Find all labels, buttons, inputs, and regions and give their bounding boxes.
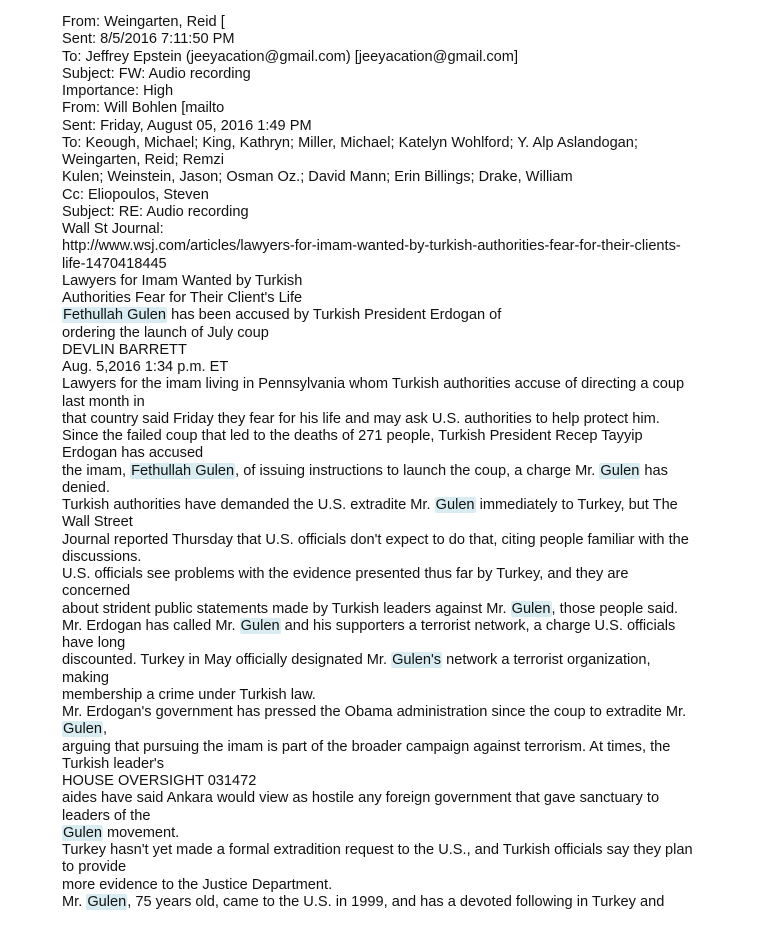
text-segment: membership a crime under Turkish law. — [62, 686, 316, 703]
text-segment: , those people said. — [551, 600, 679, 617]
text-line — [62, 894, 774, 911]
text-segment: Mr. Erdogan's government has pressed the Obama administration since the coup to extradite Mr. — [62, 704, 687, 720]
highlighted-name: Gulen — [600, 462, 640, 479]
text-line — [62, 773, 774, 790]
text-segment: From: Weingarten, Reid [ — [62, 14, 225, 30]
text-line — [62, 480, 774, 497]
text-line — [62, 238, 774, 255]
text-segment: DEVLIN BARRETT — [62, 341, 187, 358]
text-segment: HOUSE OVERSIGHT 031472 — [62, 773, 257, 789]
text-segment: Wall St Journal: — [62, 221, 164, 237]
text-line — [62, 549, 774, 566]
text-segment: have long — [62, 635, 126, 651]
text-line — [62, 394, 774, 411]
text-line — [62, 652, 774, 669]
highlighted-name: Fethullah Gulen — [131, 462, 235, 479]
text-segment: , of issuing instructions to launch the coup, a charge Mr. — [235, 462, 600, 479]
text-segment: Importance: High — [62, 83, 174, 99]
highlighted-name: Gulen — [87, 893, 127, 910]
text-line — [62, 342, 774, 359]
text-line — [62, 808, 774, 825]
highlighted-name: Fethullah Gulen — [63, 307, 167, 324]
highlighted-name: Gulen — [240, 617, 280, 634]
text-line — [62, 704, 774, 721]
text-segment: arguing that pursuing the imam is part of the broader campaign against terrorism. At times, the — [62, 738, 671, 755]
text-segment: immediately to Turkey, but The — [475, 497, 678, 513]
text-segment: aides have said Ankara would view as hostile any foreign government that gave sanctuary to — [62, 790, 660, 807]
text-line — [62, 273, 774, 290]
text-line — [62, 31, 774, 48]
text-segment: to provide — [62, 859, 127, 876]
text-segment: that country said Friday they fear for his life and may ask U.S. authorities to help protect him. — [62, 410, 660, 427]
text-line — [62, 635, 774, 652]
text-segment: and his supporters a terrorist network, a charge U.S. officials — [280, 617, 676, 634]
highlighted-name: Gulen — [63, 721, 102, 738]
text-line — [62, 376, 774, 393]
text-line — [62, 566, 774, 583]
text-segment: U.S. officials see problems with the evidence presented thus far by Turkey, and they are — [62, 566, 629, 582]
text-line — [62, 618, 774, 635]
text-line — [62, 135, 774, 152]
email-document — [62, 14, 774, 911]
text-segment: Cc: Eliopoulos, Steven — [62, 186, 209, 203]
text-segment: Subject: FW: Audio recording — [62, 65, 251, 82]
text-line — [62, 601, 774, 618]
text-line — [62, 532, 774, 549]
highlighted-name: Gulen — [63, 824, 102, 841]
text-segment: To: Keough, Michael; King, Kathryn; Miller, Michael; Katelyn Wohlford; Y. Alp Aslandogan; — [62, 134, 638, 151]
text-line — [62, 204, 774, 221]
text-line — [62, 325, 774, 342]
text-segment: about strident public statements made by Turkish leaders against Mr. — [62, 600, 511, 617]
text-line — [62, 756, 774, 773]
text-line — [62, 100, 774, 117]
text-segment: ordering the launch of July coup — [62, 324, 269, 341]
text-segment: discounted. Turkey in May officially designated Mr. — [62, 652, 392, 669]
text-line — [62, 428, 774, 445]
text-line — [62, 152, 774, 169]
text-segment: Lawyers for the imam living in Pennsylvania whom Turkish authorities accuse of directing a coup — [62, 376, 685, 393]
highlighted-name: Gulen — [511, 600, 551, 617]
highlighted-name: Gulen's — [392, 652, 442, 669]
text-segment: Aug. 5,2016 1:34 p.m. ET — [62, 359, 229, 375]
text-segment: has — [640, 462, 668, 479]
text-segment: concerned — [62, 583, 131, 600]
text-segment: more evidence to the Justice Department. — [62, 876, 333, 893]
text-segment: Lawyers for Imam Wanted by Turkish — [62, 272, 303, 289]
text-line — [62, 463, 774, 480]
text-segment: Turkey hasn't yet made a formal extradition request to the U.S., and Turkish officials say they plan — [62, 842, 693, 858]
text-line — [62, 670, 774, 687]
text-segment: http://www.wsj.com/articles/lawyers-for-imam-wanted-by-turkish-authorities-fear-for-their-clients- — [62, 238, 681, 255]
text-segment: To: Jeffrey Epstein (jeeyacation@gmail.com) [jeeyacation@gmail.com] — [62, 48, 519, 65]
text-line — [62, 877, 774, 894]
text-line — [62, 256, 774, 273]
text-line — [62, 169, 774, 186]
text-line — [62, 497, 774, 514]
text-line — [62, 118, 774, 135]
text-line — [62, 583, 774, 600]
text-segment: discussions. — [62, 548, 142, 565]
text-line — [62, 514, 774, 531]
text-line — [62, 290, 774, 307]
text-line — [62, 790, 774, 807]
text-segment: Subject: RE: Audio recording — [62, 203, 249, 220]
text-segment: Turkish leader's — [62, 755, 165, 772]
text-segment: Turkish authorities have demanded the U.S. extradite Mr. — [62, 497, 435, 513]
text-segment: Kulen; Weinstein, Jason; Osman Oz.; David Mann; Erin Billings; Drake, William — [62, 169, 573, 186]
text-line — [62, 307, 774, 324]
text-line — [62, 739, 774, 756]
text-line — [62, 687, 774, 704]
text-line — [62, 859, 774, 876]
text-line — [62, 49, 774, 66]
text-segment: Mr. Erdogan has called Mr. — [62, 617, 240, 634]
text-line — [62, 359, 774, 376]
text-segment: Since the failed coup that led to the deaths of 271 people, Turkish President Recep Tayyip — [62, 428, 643, 444]
text-segment: last month in — [62, 393, 145, 410]
text-segment: From: Will Bohlen [mailto — [62, 100, 225, 117]
text-segment: Authorities Fear for Their Client's Life — [62, 290, 303, 306]
text-line — [62, 14, 774, 31]
text-line — [62, 66, 774, 83]
text-segment: Erdogan has accused — [62, 445, 204, 462]
text-segment: Wall Street — [62, 514, 133, 531]
highlighted-name: Gulen — [435, 497, 475, 513]
text-line — [62, 721, 774, 738]
text-segment: life-1470418445 — [62, 255, 167, 272]
text-segment: network a terrorist organization, — [442, 652, 651, 669]
text-segment: the imam, — [62, 462, 131, 479]
text-segment: has been accused by Turkish President Erdogan of — [167, 307, 502, 324]
text-segment: Weingarten, Reid; Remzi — [62, 152, 224, 168]
text-line — [62, 83, 774, 100]
text-segment: Mr. — [62, 893, 87, 910]
text-segment: making — [62, 669, 110, 686]
text-line — [62, 445, 774, 462]
text-segment: movement. — [102, 824, 180, 841]
text-segment: Sent: 8/5/2016 7:11:50 PM — [62, 31, 235, 48]
text-line — [62, 187, 774, 204]
text-segment: leaders of the — [62, 807, 151, 824]
text-segment: denied. — [62, 479, 110, 496]
text-segment: , — [102, 721, 108, 738]
text-segment: Sent: Friday, August 05, 2016 1:49 PM — [62, 117, 312, 134]
text-segment: Journal reported Thursday that U.S. officials don't expect to do that, citing people familiar with the — [62, 531, 689, 548]
text-line — [62, 825, 774, 842]
text-line — [62, 842, 774, 859]
text-line — [62, 221, 774, 238]
text-line — [62, 411, 774, 428]
text-segment: , 75 years old, came to the U.S. in 1999, and has a devoted following in Turkey and — [127, 893, 665, 910]
